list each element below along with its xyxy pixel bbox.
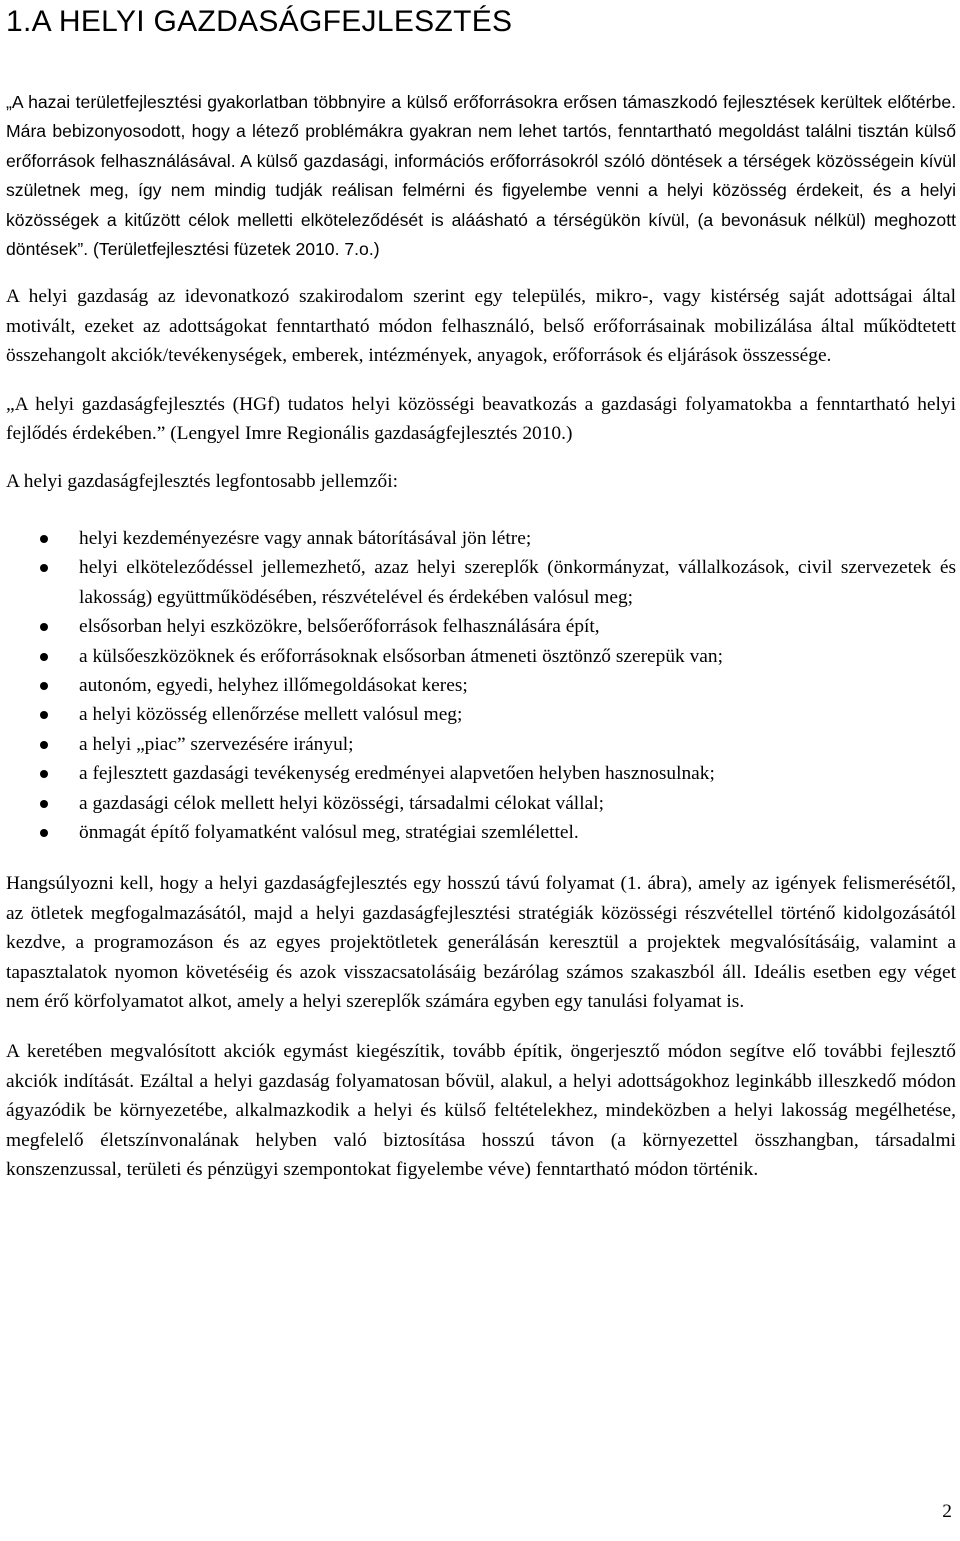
section-heading: 1.A HELYI GAZDASÁGFEJLESZTÉS [6,5,513,38]
list-item [6,789,956,818]
list-item-text: a helyi közösség ellenőrzése mellett valósul meg; [79,704,463,726]
bullet-icon [40,800,48,808]
bullet-icon [40,653,48,661]
list-item [6,612,956,641]
paragraph-list-intro: A helyi gazdaságfejlesztés legfontosabb jellemzői: [6,471,398,493]
list-item-text: a gazdasági célok mellett helyi közösségi, társadalmi célokat vállal; [79,792,604,814]
list-item [6,818,956,847]
list-item [6,700,956,729]
list-item-text: helyi kezdeményezésre vagy annak bátorításával jön létre; [79,527,532,549]
paragraph-definition: A helyi gazdaság az idevonatkozó szakirodalom szerint egy település, mikro-, vagy kistérség saját adottságai által motivált, ezeket az adottságokat fenntartható módon felhasználó, belső erőforrásainak mobilizálása által működtetett összehangolt akciók/tevékenységek, emberek, intézmények, anyagok, erőforrások és eljárások összessége. [6,286,956,367]
bullet-icon [40,770,48,778]
paragraph-actions: A keretében megvalósított akciók egymást kiegészítik, tovább építik, öngerjesztő módon segítve elő további fejlesztő akciók indítását. Ezáltal a helyi gazdaság folyamatosan bővül, alakul, a helyi adottságokhoz leginkább illeszkedő módon ágyazódik be környezetébe, alkalmazkodik a helyi és külső feltételekhez, mindeközben a helyi lakosság megélhetése, megfelelő életszínvonalának helyben való biztosítása hosszú távon (a környezettel összhangban, társadalmi konszenzussal, területi és pénzügyi szempontokat figyelembe véve) fenntartható módon történik. [6,1041,956,1180]
list-item-text: elsősorban helyi eszközökre, belsőerőforrások felhasználására épít, [79,616,600,638]
bullet-icon [40,682,48,690]
bullet-icon [40,711,48,719]
list-item-text: helyi elköteleződéssel jellemezhető, azaz helyi szereplők (önkormányzat, vállalkozások, civil szervezetek és lakosság) együttműködésében, részvételével és érdekében valósul meg; [79,557,956,608]
list-item-text: a fejlesztett gazdasági tevékenység eredményei alapvetően helyben hasznosulnak; [79,763,715,785]
paragraph-quote-lengyel: „A helyi gazdaságfejlesztés (HGf) tudatos helyi közösségi beavatkozás a gazdasági folyamatokba a fenntartható helyi fejlődés érdekében.” (Lengyel Imre Regionális gazdaságfejlesztés 2010.) [6,393,956,445]
list-item-text: a külsőeszközöknek és erőforrásoknak elsősorban átmeneti ösztönző szerepük van; [79,645,723,667]
paragraph-quote-part-2: A külső gazdasági, információs erőforrásokról szóló döntések a térségek közösségein kívül születnek meg, így nem mindig tudják reálisan felmérni és figyelembe venni a helyi közösség érdekeit, és a helyi közösségek a kitűzött célok melletti elköteleződését is aláásható a térségükön kívül, (a bevonásuk nélkül) meghozott döntések”. (Területfejlesztési füzetek 2010. 7.o.) [6,150,956,260]
list-item [6,759,956,788]
list-item-text: önmagát építő folyamatként valósul meg, stratégiai szemlélettel. [79,821,579,843]
bullet-icon [40,564,48,572]
characteristics-list [6,524,956,847]
paragraph-process: Hangsúlyozni kell, hogy a helyi gazdaságfejlesztés egy hosszú távú folyamat (1. ábra), amely az igények felismerésétől, az ötletek megfogalmazásától, majd a helyi gazdaságfejlesztési stratégiák közösségi részvétellel történő kidolgozásától kezdve, a programozáson és az egyes projektötletek generálásán keresztül a projektek megvalósításáig, valamint a tapasztalatok nyomon követéséig és azok visszacsatolásáig bezárólag számos szakaszból áll. Ideális esetben egy véget nem érő körfolyamatot alkot, amely a helyi szereplők számára egyben egy tanulási folyamat is. [6,873,956,1012]
document-page [6,0,956,1184]
bullet-icon [40,741,48,749]
list-item-text: a helyi „piac” szervezésére irányul; [79,733,354,755]
page-number: 2 [942,1501,952,1522]
paragraph-quote-territorial [6,88,956,264]
list-item-text: autonóm, egyedi, helyhez illőmegoldásokat keres; [79,674,468,696]
list-item [6,730,956,759]
list-item [6,642,956,671]
list-item [6,524,956,553]
bullet-icon [40,623,48,631]
paragraph-quote-part-1: „A hazai területfejlesztési gyakorlatban többnyire a külső erőforrásokra erősen támaszkodó fejlesztések kerültek előtérbe. Mára bebizonyosodott, hogy a létező problémákra gyakran nem lehet tartós, fenntartható megoldást találni tisztán külső erőforrások felhasználásával. [6,92,956,171]
list-item [6,553,956,612]
bullet-icon [40,535,48,543]
list-item [6,671,956,700]
bullet-icon [40,829,48,837]
